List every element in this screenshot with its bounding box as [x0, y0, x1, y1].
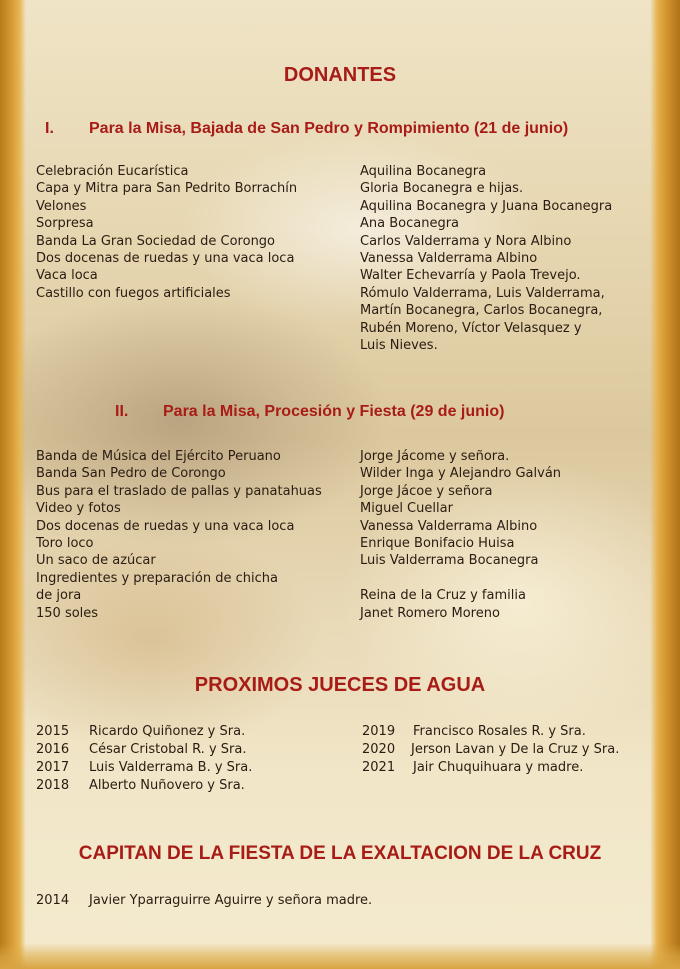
donor-item: Martín Bocanegra, Carlos Bocanegra, [360, 303, 603, 319]
juez-name: César Cristobal R. y Sra. [89, 742, 247, 757]
donor-item: Gloria Bocanegra e hijas. [360, 181, 524, 197]
donor-item: Luis Valderrama Bocanegra [360, 553, 539, 569]
section-1-title: Para la Misa, Bajada de San Pedro y Rompimiento (21 de junio) [89, 120, 569, 137]
juez-year: 2015 [36, 724, 70, 739]
section-2-donors [360, 448, 561, 622]
section-1-number: I. [45, 120, 54, 137]
list-item: Banda San Pedro de Corongo [36, 466, 226, 482]
juez-year: 2021 [362, 760, 396, 775]
list-item: Celebración Eucarística [36, 164, 189, 179]
donor-item: Wilder Inga y Alejandro Galván [360, 466, 562, 482]
donor-item: Aquilina Bocanegra y Juana Bocanegra [360, 198, 613, 214]
donor-item: Rómulo Valderrama, Luis Valderrama, [360, 285, 605, 301]
juez-name: Jerson Lavan y De la Cruz y Sra. [411, 742, 620, 757]
donor-item: Carlos Valderrama y Nora Albino [360, 233, 572, 249]
donor-item: Jorge Jácoe y señora [360, 483, 493, 499]
section-1-items [36, 163, 297, 302]
list-item: Capa y Mitra para San Pedrito Borrachín [36, 181, 298, 197]
list-item: Vaca loca [36, 268, 98, 284]
capitan-heading: CAPITAN DE LA FIESTA DE LA EXALTACION DE LA CRUZ [78, 843, 602, 864]
bottom-gold-border [0, 943, 680, 969]
list-item: Velones [36, 198, 87, 214]
capitan-name: Javier Yparraguirre Aguirre y señora madre. [89, 893, 373, 908]
juez-year: 2018 [36, 778, 70, 793]
donor-item: Jorge Jácome y señora. [360, 449, 510, 464]
list-item: Banda La Gran Sociedad de Corongo [36, 233, 276, 249]
donor-item: Vanessa Valderrama Albino [360, 518, 538, 534]
donor-item: Vanessa Valderrama Albino [360, 250, 538, 266]
juez-year: 2019 [362, 724, 396, 739]
list-item: Toro loco [36, 535, 94, 551]
juez-year: 2017 [36, 760, 70, 775]
section-2-number: II. [115, 403, 129, 420]
left-gold-border [0, 0, 26, 969]
donor-item: Luis Nieves. [360, 337, 438, 353]
list-item: Ingredientes y preparación de chicha [36, 570, 278, 586]
section-2-heading [115, 403, 504, 421]
juez-name: Ricardo Quiñonez y Sra. [89, 724, 246, 739]
section-2-items [36, 448, 322, 622]
juez-name: Luis Valderrama B. y Sra. [89, 760, 253, 775]
list-item: Castillo con fuegos artificiales [36, 285, 231, 301]
donor-item: Aquilina Bocanegra [360, 164, 487, 179]
list-item: Dos docenas de ruedas y una vaca loca [36, 518, 295, 534]
capitan-year: 2014 [36, 893, 70, 908]
donor-item: Miguel Cuellar [360, 501, 453, 517]
donor-item: Janet Romero Moreno [360, 605, 500, 621]
donor-item: Walter Echevarría y Paola Trevejo. [360, 268, 581, 284]
list-item: Video y fotos [36, 501, 121, 517]
juez-name: Alberto Nuñovero y Sra. [89, 778, 245, 793]
list-item: Banda de Música del Ejército Peruano [36, 449, 281, 464]
list-item: Sorpresa [36, 216, 94, 232]
juez-name: Francisco Rosales R. y Sra. [413, 724, 586, 739]
section-1-donors [360, 163, 612, 354]
list-item: 150 soles [36, 605, 99, 621]
donor-item: Reina de la Cruz y familia [360, 588, 526, 604]
jueces-heading: PROXIMOS JUECES DE AGUA [194, 674, 486, 696]
juez-year: 2020 [362, 742, 396, 757]
section-2-title: Para la Misa, Procesión y Fiesta (29 de junio) [163, 403, 505, 420]
donor-item [360, 570, 561, 587]
list-item: Un saco de azúcar [36, 553, 156, 569]
juez-name: Jair Chuquihuara y madre. [413, 760, 584, 775]
list-item: Bus para el traslado de pallas y panatahuas [36, 483, 322, 499]
donor-item: Rubén Moreno, Víctor Velasquez y [360, 320, 582, 336]
right-gold-border [650, 0, 680, 969]
donor-item: Enrique Bonifacio Huisa [360, 535, 515, 551]
donor-item: Ana Bocanegra [360, 216, 460, 232]
page-title: DONANTES [283, 64, 397, 86]
list-item: Dos docenas de ruedas y una vaca loca [36, 250, 295, 266]
section-1-heading [45, 120, 568, 138]
list-item: de jora [36, 588, 82, 604]
juez-year: 2016 [36, 742, 70, 757]
